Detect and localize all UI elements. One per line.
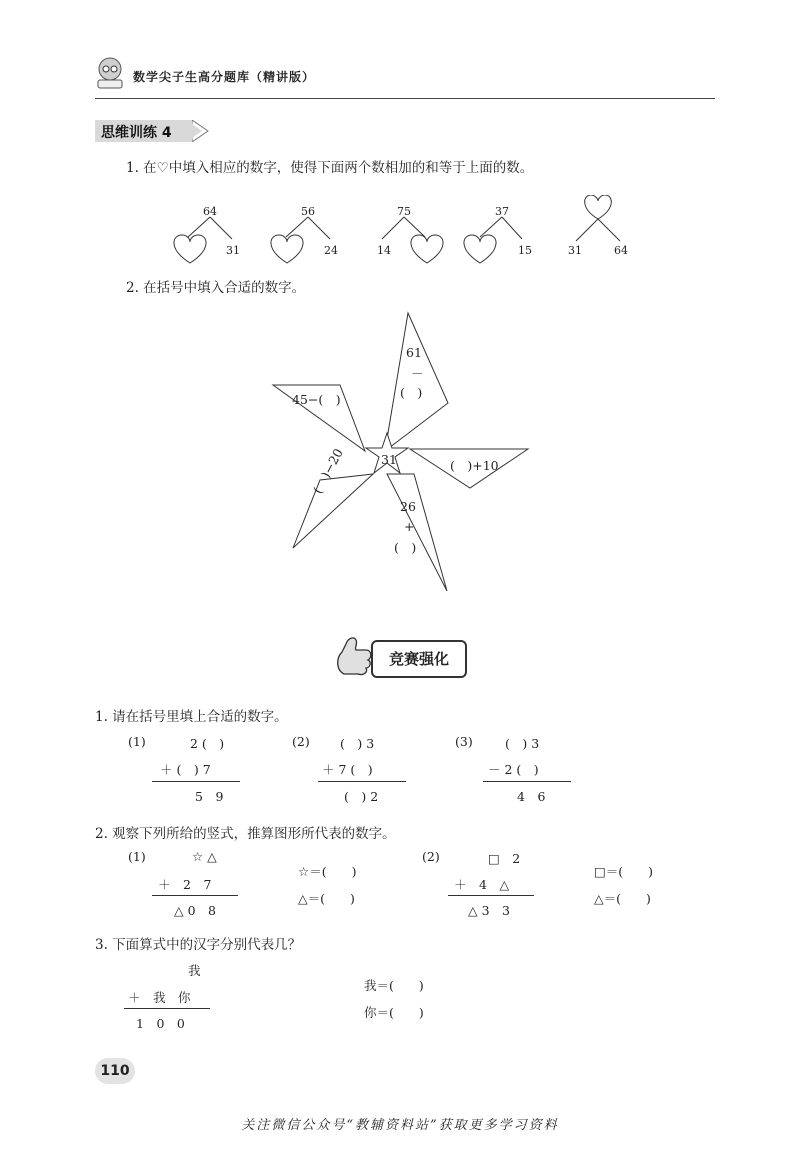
tree-4 [464, 217, 522, 263]
blade-bottom-1: 26 [400, 499, 416, 514]
tree-4-right: 15 [518, 244, 532, 257]
header-title: 数学尖子生高分题库（精讲版） [133, 70, 316, 84]
blade-right: ( )+10 [450, 458, 499, 473]
blade-bottom-2: + [404, 519, 415, 534]
tree-1-top: 64 [203, 205, 217, 218]
mascot-icon [92, 55, 128, 91]
competition-title-box [371, 640, 467, 678]
tree-5 [576, 195, 620, 241]
page-number: 110 [95, 1058, 135, 1084]
c1-p1-row1: 2 ( ) [190, 736, 225, 751]
blade-lowleft: ( )−20 [309, 445, 346, 496]
c1-p3-result: 4 6 [517, 789, 546, 804]
pinwheel-center: 31 [381, 452, 397, 467]
c2-p1-answer-1[interactable]: ☆＝( ) [298, 864, 357, 879]
question-1-text: 1. 在♡中填入相应的数字，使得下面两个数相加的和等于上面的数。 [126, 160, 534, 176]
c1-p3-label: (3) [455, 734, 473, 749]
c2-p1-label: (1) [128, 849, 146, 864]
section-label: 思维训练 4 [101, 125, 172, 141]
competition-3-text: 3. 下面算式中的汉字分别代表几？ [95, 937, 302, 953]
blade-top-3: ( ) [400, 385, 423, 400]
tree-2-right: 24 [324, 244, 338, 257]
heart-icon [464, 235, 496, 263]
tree-1-right: 31 [226, 244, 240, 257]
tree-3 [382, 217, 443, 263]
c2-p2-row2: ＋ 4 △ [454, 877, 510, 892]
tree-5-right: 64 [614, 244, 628, 257]
c2-p2-label: (2) [422, 849, 440, 864]
c2-p1-row2: ＋ 2 7 [158, 877, 212, 892]
c1-p1-rule [152, 781, 240, 782]
c2-p1-row1: ☆ △ [192, 849, 217, 864]
c3-answer-2[interactable]: 你＝( ) [364, 1005, 424, 1020]
heart-icon [271, 235, 303, 263]
c2-p2-rule [448, 895, 534, 896]
c1-p3-row2: － 2 ( ) [488, 762, 539, 777]
c1-p2-row2: ＋ 7 ( ) [322, 762, 373, 777]
competition-2-text: 2. 观察下列所给的竖式，推算图形所代表的数字。 [95, 826, 396, 842]
c3-result: 1 0 0 [136, 1016, 185, 1031]
c1-p3-rule [483, 781, 571, 782]
question-2-text: 2. 在括号中填入合适的数字。 [126, 280, 306, 296]
competition-title: 竞赛强化 [388, 650, 449, 668]
tree-4-top: 37 [495, 205, 509, 218]
c1-p1-label: (1) [128, 734, 146, 749]
c1-p3-row1: ( ) 3 [505, 736, 540, 751]
c1-p2-row1: ( ) 3 [340, 736, 375, 751]
section-tag [95, 120, 213, 142]
c2-p2-result: △ 3 3 [468, 903, 510, 918]
c1-p2-result: ( ) 2 [344, 789, 379, 804]
heart-icon [174, 235, 206, 263]
c2-p1-answer-2[interactable]: △＝( ) [298, 891, 355, 906]
blade-top-1: 61 [406, 345, 422, 360]
c1-p1-result: 5 9 [195, 789, 224, 804]
c2-p1-rule [152, 895, 238, 896]
tree-3-left: 14 [377, 244, 391, 257]
blade-top-2: － [411, 366, 424, 381]
c1-p1-row2: ＋ ( ) 7 [160, 762, 211, 777]
heart-icon [411, 235, 443, 263]
competition-1-text: 1. 请在括号里填上合适的数字。 [95, 709, 288, 725]
tree-2-top: 56 [301, 205, 315, 218]
heart-icon [585, 195, 612, 219]
c2-p2-answer-2[interactable]: △＝( ) [594, 891, 651, 906]
c2-p2-answer-1[interactable]: □＝( ) [594, 864, 654, 879]
c3-row1: 我 [188, 963, 201, 978]
blade-left: 45−( ) [292, 392, 341, 407]
footer-note: 关注微信公众号“教辅资料站”获取更多学习资料 [241, 1118, 559, 1133]
tree-3-top: 75 [397, 205, 411, 218]
tree-1 [174, 217, 232, 263]
c1-p2-label: (2) [292, 734, 310, 749]
c2-p1-result: △ 0 8 [174, 903, 216, 918]
c1-p2-rule [318, 781, 406, 782]
tree-2 [271, 217, 330, 263]
c3-answer-1[interactable]: 我＝( ) [364, 978, 424, 993]
thumbs-up-icon [334, 630, 374, 676]
header-divider [95, 98, 715, 99]
c3-row2: ＋ 我 你 [128, 990, 191, 1005]
tree-5-left: 31 [568, 244, 582, 257]
blade-bottom-3: ( ) [394, 540, 417, 555]
c3-rule [124, 1008, 210, 1009]
c2-p2-row1: □ 2 [488, 851, 521, 866]
